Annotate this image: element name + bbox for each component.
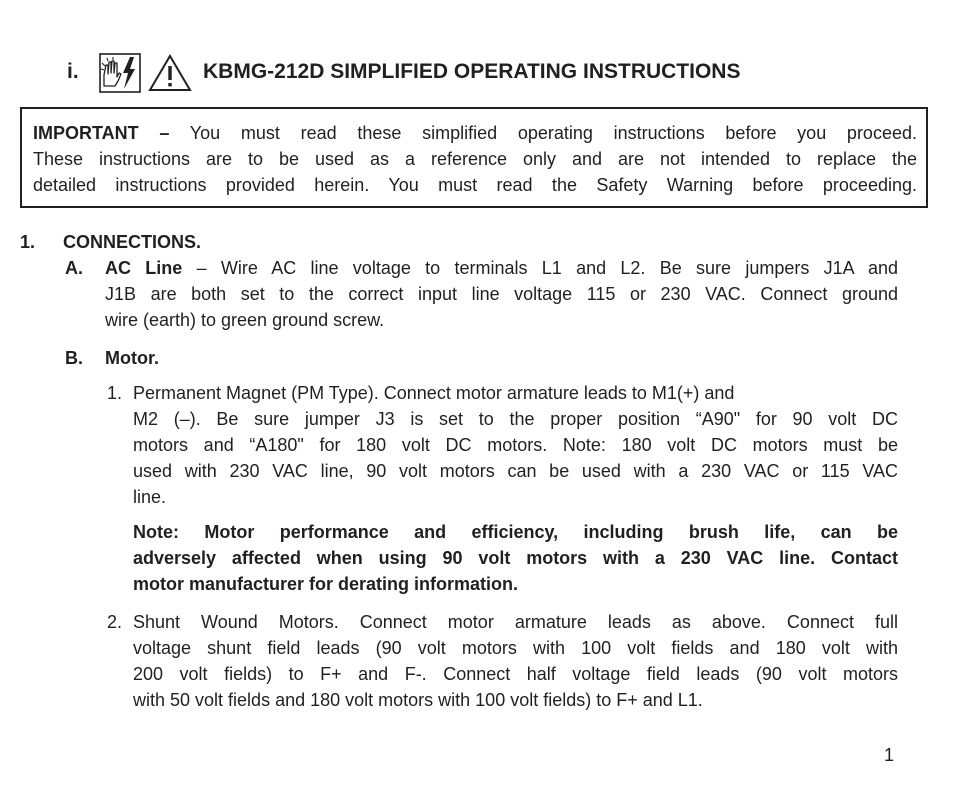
page-title: KBMG-212D SIMPLIFIED OPERATING INSTRUCTIONS [203, 60, 741, 83]
section-title: CONNECTIONS. [63, 232, 202, 252]
item-1-number: 1. [107, 383, 123, 403]
important-line-1 [33, 120, 917, 146]
electrical-shock-hand-icon [99, 53, 141, 93]
subsection-a-label: A. [65, 258, 83, 278]
item-1-line-4: used with 230 VAC line, 90 volt motors can be used with a 230 VAC or 115 VAC [133, 461, 898, 481]
important-line-2: These instructions are to be used as a reference only and are not intended to replace the [33, 149, 917, 169]
subsection-a-line-2: J1B are both set to the correct input line voltage 115 or 230 VAC. Connect ground [105, 284, 898, 304]
subsection-a-line-3: wire (earth) to green ground screw. [105, 310, 385, 330]
important-text-1: You must read these simplified operating instructions before you proceed. [189, 123, 917, 143]
heading-number: i. [67, 60, 79, 83]
warning-triangle-icon [148, 54, 192, 92]
important-label: IMPORTANT – [33, 123, 170, 143]
note-line-1: Note: Motor performance and efficiency, including brush life, can be [133, 522, 898, 542]
subsection-a-title: AC Line [105, 258, 183, 278]
subsection-b-title: Motor. [105, 348, 159, 368]
important-line-3: detailed instructions provided herein. You must read the Safety Warning before proceeding. [33, 175, 917, 195]
note-line-3: motor manufacturer for derating information. [133, 574, 519, 594]
page-number: 1 [884, 745, 895, 765]
item-2-line-2: voltage shunt field leads (90 volt motors with 100 volt fields and 180 volt with [133, 638, 898, 658]
subsection-a-text-1: Wire AC line voltage to terminals L1 and L2. Be sure jumpers J1A and [220, 258, 898, 278]
note-line-2: adversely affected when using 90 volt motors with a 230 VAC line. Contact [133, 548, 898, 568]
section-number: 1. [20, 232, 36, 252]
item-2-number: 2. [107, 612, 123, 632]
subsection-a-line-1 [105, 255, 898, 281]
item-2-line-4: with 50 volt fields and 180 volt motors with 100 volt fields) to F+ and L1. [133, 690, 703, 710]
item-1-line-2: M2 (–). Be sure jumper J3 is set to the proper position “A90" for 90 volt DC [133, 409, 898, 429]
item-2-line-3: 200 volt fields) to F+ and F-. Connect half voltage field leads (90 volt motors [133, 664, 898, 684]
item-2-line-1: Shunt Wound Motors. Connect motor armature leads as above. Connect full [133, 612, 898, 632]
subsection-a-dash: – [182, 258, 221, 278]
item-1-line-5: line. [133, 487, 167, 507]
item-1-line-1: Permanent Magnet (PM Type). Connect motor armature leads to M1(+) and [133, 383, 735, 403]
subsection-b-label: B. [65, 348, 83, 368]
item-1-line-3: motors and “A180" for 180 volt DC motors. Note: 180 volt DC motors must be [133, 435, 898, 455]
